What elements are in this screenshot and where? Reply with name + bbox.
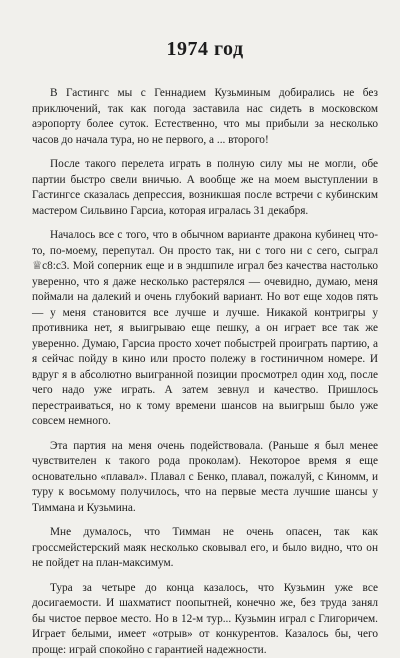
paragraph-5: Мне думалось, что Тимман не очень опасен, так как гроссмейстерский маяк несколько сковывал его, и было видно, что он не пойдет на план-максимум. (32, 525, 378, 572)
paragraph-6: Тура за четыре до конца казалось, что Кузьмин уже все досигаемости. И шахматист поопытней, конечно же, без труда занял бы чистое первое место. Но в 12-м тур... Кузьмин играл с Глигоричем. Играет белыми, имеет «отрыв» от конкурентов. Казалось бы, чего проще: играй спокойно с гарантией надежности. (32, 581, 378, 658)
paragraph-4: Эта партия на меня очень подействовала. (Раньше я был менее чувствителен к такого рода проколам). Некоторое время я еще основательно «плавал». Плавал с Бенко, плавал, пожалуй, с Киномм, и туру к восьмому получилось, что на первые места лучшие шансы у Тиммана и Кузьмина. (32, 439, 378, 517)
paragraph-3: Началось все с того, что в обычном варианте дракона кубинец что-то, по-моему, перепутал. Он просто так, ни с того ни с сего, сыграл ♕c8:c3. Мой соперник еще и в эндшпиле играл без качества настолько уверенно, что я даже несколько растерялся — очевидно, думаю, меня поймали на далекий и очень глубокий вариант. Но вот еще ходов пять — у меня становится все лучше и лучше. Никакой контригры у противника нет, я выигрываю еще пешку, а он играет все так же уверенно. Думаю, Гарсиа просто хочет побыстрей проиграть партию, а я сейчас пойду в кино или просто полежу в гостиничном номере. И вдруг я в абсолютно выигранной позиции просмотрел один ход, после чего надо уже играть. А затем зевнул и качество. Пришлось перестраиваться, но к тому времени шансов на выигрыш было уже совсем немного. (32, 228, 378, 430)
paragraph-2: После такого перелета играть в полную силу мы не могли, обе партии быстро свели вничью. А вообще же на моем выступлении в Гастингсе сказалась депрессия, возникшая после встречи с кубинским мастером Сильвино Гарсиа, которая игралась 31 декабря. (32, 157, 378, 219)
paragraph-1: В Гастингс мы с Геннадием Кузьминым добирались не без приключений, так как погода заставила нас сидеть в московском аэропорту более суток. Естественно, что мы прибыли за несколько часов до начала тура, но не первого, а ... второго! (32, 86, 378, 148)
chapter-title: 1974 год (32, 38, 378, 60)
